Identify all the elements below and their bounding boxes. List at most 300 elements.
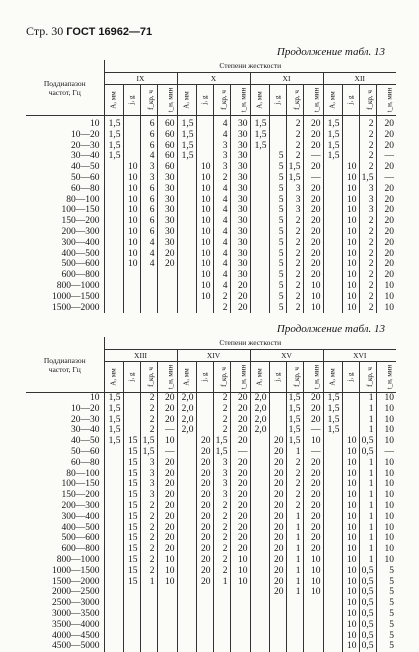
value-cell bbox=[177, 162, 196, 173]
value-cell: 10 bbox=[376, 303, 396, 314]
value-cell: 5 bbox=[376, 641, 396, 652]
value-cell: 2 bbox=[359, 292, 376, 303]
value-cell: 5 bbox=[376, 609, 396, 620]
table-row bbox=[26, 544, 396, 555]
value-cell: 1,5 bbox=[323, 116, 342, 130]
value-cell: 1,5 bbox=[104, 141, 123, 152]
value-cell bbox=[250, 479, 269, 490]
value-cell bbox=[104, 544, 123, 555]
param-header bbox=[342, 362, 359, 393]
value-cell: 20 bbox=[196, 447, 213, 458]
table-row bbox=[26, 205, 396, 216]
value-cell bbox=[140, 641, 157, 652]
value-cell: 10 bbox=[342, 303, 359, 314]
value-cell: 10 bbox=[342, 162, 359, 173]
value-cell: 20 bbox=[303, 501, 323, 512]
param-header bbox=[213, 362, 230, 393]
value-cell: 3 bbox=[359, 195, 376, 206]
value-cell: 20 bbox=[303, 184, 323, 195]
value-cell: 20 bbox=[376, 259, 396, 270]
frequency-cell: 1000—1500 bbox=[26, 566, 104, 577]
value-cell: 1 bbox=[140, 577, 157, 588]
value-cell: 3 bbox=[359, 184, 376, 195]
value-cell: 10 bbox=[376, 458, 396, 469]
value-cell: 5 bbox=[376, 631, 396, 642]
value-cell: 1,5 bbox=[140, 436, 157, 447]
param-header bbox=[104, 362, 123, 393]
value-cell: — bbox=[303, 425, 323, 436]
value-cell: 1 bbox=[286, 577, 303, 588]
frequency-cell: 400—500 bbox=[26, 249, 104, 260]
value-cell: 2 bbox=[140, 523, 157, 534]
value-cell bbox=[104, 577, 123, 588]
value-cell: 3 bbox=[140, 479, 157, 490]
value-cell bbox=[250, 555, 269, 566]
table-row bbox=[26, 490, 396, 501]
value-cell: 1 bbox=[359, 523, 376, 534]
value-cell bbox=[104, 598, 123, 609]
value-cell bbox=[104, 533, 123, 544]
value-cell: 20 bbox=[196, 512, 213, 523]
value-cell bbox=[323, 598, 342, 609]
value-cell bbox=[342, 151, 359, 162]
value-cell bbox=[104, 490, 123, 501]
value-cell bbox=[140, 631, 157, 642]
value-cell: 10 bbox=[342, 238, 359, 249]
value-cell: 3 bbox=[140, 458, 157, 469]
value-cell bbox=[140, 292, 157, 303]
value-cell: 30 bbox=[230, 205, 250, 216]
value-cell bbox=[250, 631, 269, 642]
value-cell: 2 bbox=[213, 555, 230, 566]
value-cell: 1 bbox=[286, 533, 303, 544]
value-cell: 2 bbox=[140, 533, 157, 544]
value-cell: 15 bbox=[123, 577, 140, 588]
value-cell: 2 bbox=[359, 227, 376, 238]
value-cell: 20 bbox=[157, 469, 177, 480]
param-header-text: j, g bbox=[127, 372, 136, 382]
value-cell bbox=[323, 184, 342, 195]
value-cell: 5 bbox=[269, 303, 286, 314]
param-header bbox=[342, 85, 359, 116]
value-cell: 30 bbox=[230, 259, 250, 270]
value-cell: 15 bbox=[123, 447, 140, 458]
frequency-cell: 10 bbox=[26, 116, 104, 130]
table-row bbox=[26, 436, 396, 447]
value-cell: 10 bbox=[230, 577, 250, 588]
value-cell: 60 bbox=[157, 116, 177, 130]
value-cell: 2 bbox=[359, 151, 376, 162]
table-row bbox=[26, 173, 396, 184]
value-cell: 20 bbox=[230, 303, 250, 314]
value-cell: 10 bbox=[303, 587, 323, 598]
value-cell: 2 bbox=[359, 216, 376, 227]
param-header bbox=[323, 362, 342, 393]
value-cell: 10 bbox=[342, 620, 359, 631]
value-cell: 20 bbox=[303, 523, 323, 534]
value-cell bbox=[250, 447, 269, 458]
value-cell: 20 bbox=[269, 458, 286, 469]
table-row bbox=[26, 227, 396, 238]
value-cell: 30 bbox=[157, 195, 177, 206]
value-cell: 1,5 bbox=[104, 436, 123, 447]
table-row bbox=[26, 620, 396, 631]
value-cell: 1 bbox=[286, 587, 303, 598]
value-cell: 6 bbox=[140, 195, 157, 206]
param-header bbox=[104, 85, 123, 116]
value-cell: 2,0 bbox=[177, 404, 196, 415]
value-cell: 20 bbox=[196, 533, 213, 544]
value-cell bbox=[303, 641, 323, 652]
param-header bbox=[140, 362, 157, 393]
value-cell: 10 bbox=[196, 184, 213, 195]
value-cell: 20 bbox=[376, 195, 396, 206]
value-cell bbox=[303, 631, 323, 642]
value-cell: 30 bbox=[230, 238, 250, 249]
value-cell: 10 bbox=[196, 195, 213, 206]
value-cell: 5 bbox=[269, 238, 286, 249]
value-cell: 10 bbox=[342, 205, 359, 216]
value-cell: 1,5 bbox=[323, 393, 342, 404]
value-cell: 10 bbox=[376, 469, 396, 480]
table-row bbox=[26, 415, 396, 426]
frequency-cell: 150—200 bbox=[26, 216, 104, 227]
value-cell bbox=[177, 587, 196, 598]
value-cell bbox=[323, 523, 342, 534]
value-cell: 2 bbox=[359, 130, 376, 141]
value-cell bbox=[342, 393, 359, 404]
value-cell: 20 bbox=[230, 533, 250, 544]
value-cell: 10 bbox=[196, 249, 213, 260]
value-cell: 20 bbox=[157, 544, 177, 555]
value-cell: 4 bbox=[213, 227, 230, 238]
value-cell: 10 bbox=[342, 436, 359, 447]
value-cell bbox=[250, 292, 269, 303]
value-cell: 5 bbox=[269, 227, 286, 238]
value-cell bbox=[177, 512, 196, 523]
value-cell: 2 bbox=[213, 501, 230, 512]
value-cell bbox=[230, 620, 250, 631]
value-cell: 1 bbox=[359, 404, 376, 415]
value-cell bbox=[323, 469, 342, 480]
value-cell bbox=[177, 458, 196, 469]
frequency-subrange-header bbox=[26, 337, 104, 393]
value-cell bbox=[250, 512, 269, 523]
param-header bbox=[269, 85, 286, 116]
value-cell: 6 bbox=[140, 116, 157, 130]
value-cell bbox=[177, 195, 196, 206]
value-cell: 2 bbox=[286, 238, 303, 249]
value-cell: 10 bbox=[196, 205, 213, 216]
table-row bbox=[26, 130, 396, 141]
value-cell: 10 bbox=[123, 259, 140, 270]
value-cell: 2 bbox=[140, 425, 157, 436]
value-cell: — bbox=[157, 425, 177, 436]
param-header bbox=[123, 85, 140, 116]
value-cell: 2 bbox=[213, 533, 230, 544]
value-cell: 0,5 bbox=[359, 598, 376, 609]
value-cell bbox=[323, 238, 342, 249]
param-header bbox=[269, 362, 286, 393]
param-header-text: t_н, мин bbox=[384, 87, 393, 113]
value-cell: 2 bbox=[140, 544, 157, 555]
value-cell: 15 bbox=[123, 566, 140, 577]
value-cell: 30 bbox=[157, 173, 177, 184]
value-cell: 10 bbox=[123, 238, 140, 249]
frequency-header-line: Поддиапазон bbox=[43, 78, 86, 88]
param-header-text: f_кр, ч bbox=[219, 90, 228, 110]
value-cell bbox=[177, 533, 196, 544]
value-cell bbox=[250, 259, 269, 270]
value-cell: 3 bbox=[213, 458, 230, 469]
value-cell: 1,5 bbox=[104, 151, 123, 162]
value-cell: 2,0 bbox=[177, 393, 196, 404]
frequency-cell: 150—200 bbox=[26, 490, 104, 501]
param-header bbox=[123, 362, 140, 393]
value-cell bbox=[177, 631, 196, 642]
value-cell bbox=[323, 544, 342, 555]
value-cell bbox=[196, 141, 213, 152]
value-cell: 2 bbox=[286, 116, 303, 130]
frequency-cell: 600—800 bbox=[26, 270, 104, 281]
value-cell: 60 bbox=[157, 151, 177, 162]
value-cell: 5 bbox=[376, 566, 396, 577]
value-cell: 10 bbox=[196, 162, 213, 173]
value-cell: 5 bbox=[376, 598, 396, 609]
value-cell bbox=[196, 393, 213, 404]
value-cell bbox=[250, 544, 269, 555]
value-cell bbox=[123, 281, 140, 292]
value-cell bbox=[104, 259, 123, 270]
value-cell: 2 bbox=[286, 479, 303, 490]
value-cell: 1,5 bbox=[213, 447, 230, 458]
value-cell: 20 bbox=[269, 469, 286, 480]
value-cell: 3 bbox=[213, 151, 230, 162]
value-cell: 5 bbox=[269, 249, 286, 260]
frequency-cell: 80—100 bbox=[26, 195, 104, 206]
value-cell bbox=[250, 577, 269, 588]
value-cell bbox=[123, 598, 140, 609]
stiffness-group-X: X bbox=[177, 73, 250, 85]
value-cell: 5 bbox=[269, 162, 286, 173]
value-cell bbox=[323, 555, 342, 566]
frequency-cell: 80—100 bbox=[26, 469, 104, 480]
value-cell bbox=[157, 641, 177, 652]
value-cell: 20 bbox=[303, 141, 323, 152]
value-cell bbox=[177, 447, 196, 458]
value-cell: 10 bbox=[157, 566, 177, 577]
table2-continuation-caption: Продолжение табл. 13 bbox=[276, 323, 385, 335]
param-header-text: t_н, мин bbox=[384, 364, 393, 390]
frequency-cell: 2000—2500 bbox=[26, 587, 104, 598]
value-cell: 5 bbox=[269, 292, 286, 303]
param-header bbox=[303, 362, 323, 393]
value-cell: 10 bbox=[157, 577, 177, 588]
value-cell: 10 bbox=[196, 227, 213, 238]
value-cell: 1,5 bbox=[286, 393, 303, 404]
value-cell: 4 bbox=[213, 205, 230, 216]
value-cell: 10 bbox=[376, 501, 396, 512]
value-cell: 1 bbox=[286, 523, 303, 534]
value-cell bbox=[269, 130, 286, 141]
value-cell: 3 bbox=[140, 469, 157, 480]
value-cell: 20 bbox=[303, 249, 323, 260]
value-cell: 3 bbox=[359, 205, 376, 216]
value-cell bbox=[323, 609, 342, 620]
value-cell bbox=[177, 544, 196, 555]
value-cell: 10 bbox=[376, 292, 396, 303]
value-cell: — bbox=[303, 151, 323, 162]
value-cell: 20 bbox=[303, 205, 323, 216]
param-header-text: t_н, мин bbox=[238, 87, 247, 113]
frequency-cell: 60—80 bbox=[26, 184, 104, 195]
value-cell bbox=[323, 292, 342, 303]
table-row bbox=[26, 116, 396, 130]
value-cell: 1,5 bbox=[286, 404, 303, 415]
value-cell bbox=[196, 620, 213, 631]
value-cell: 20 bbox=[303, 216, 323, 227]
value-cell: 15 bbox=[123, 512, 140, 523]
value-cell: 1,5 bbox=[104, 404, 123, 415]
value-cell bbox=[213, 587, 230, 598]
value-cell: 30 bbox=[230, 249, 250, 260]
value-cell: 20 bbox=[230, 292, 250, 303]
value-cell: 10 bbox=[342, 249, 359, 260]
value-cell bbox=[213, 620, 230, 631]
value-cell bbox=[323, 587, 342, 598]
value-cell: 2 bbox=[286, 281, 303, 292]
value-cell: 2 bbox=[286, 259, 303, 270]
value-cell bbox=[213, 631, 230, 642]
value-cell: 1 bbox=[286, 447, 303, 458]
value-cell: 20 bbox=[269, 587, 286, 598]
value-cell: 4 bbox=[213, 259, 230, 270]
value-cell: — bbox=[376, 151, 396, 162]
value-cell bbox=[250, 620, 269, 631]
value-cell bbox=[123, 393, 140, 404]
frequency-cell: 800—1000 bbox=[26, 555, 104, 566]
table-row bbox=[26, 259, 396, 270]
value-cell: 1,5 bbox=[250, 130, 269, 141]
value-cell: 20 bbox=[303, 544, 323, 555]
value-cell: 5 bbox=[376, 577, 396, 588]
value-cell bbox=[177, 216, 196, 227]
frequency-cell: 50—60 bbox=[26, 173, 104, 184]
value-cell: 2 bbox=[359, 303, 376, 314]
param-header-text: j, g bbox=[273, 95, 282, 105]
value-cell: 1,5 bbox=[323, 404, 342, 415]
value-cell: 5 bbox=[269, 151, 286, 162]
frequency-cell: 40—50 bbox=[26, 436, 104, 447]
frequency-cell: 200—300 bbox=[26, 501, 104, 512]
value-cell: 6 bbox=[140, 227, 157, 238]
value-cell: 2 bbox=[213, 544, 230, 555]
value-cell: 0,5 bbox=[359, 447, 376, 458]
value-cell: 20 bbox=[303, 415, 323, 426]
frequency-header-line: частот, Гц bbox=[48, 364, 81, 374]
value-cell: 6 bbox=[140, 205, 157, 216]
value-cell: 4 bbox=[213, 184, 230, 195]
value-cell bbox=[104, 303, 123, 314]
value-cell bbox=[123, 404, 140, 415]
value-cell bbox=[157, 631, 177, 642]
frequency-cell: 200—300 bbox=[26, 227, 104, 238]
frequency-cell: 1500—2000 bbox=[26, 577, 104, 588]
value-cell: 1,5 bbox=[177, 151, 196, 162]
value-cell bbox=[196, 598, 213, 609]
frequency-cell: 100—150 bbox=[26, 205, 104, 216]
value-cell: 1,5 bbox=[140, 447, 157, 458]
value-cell: 2 bbox=[286, 303, 303, 314]
value-cell bbox=[104, 162, 123, 173]
value-cell: 2,0 bbox=[177, 425, 196, 436]
value-cell: 1,5 bbox=[286, 162, 303, 173]
value-cell: 30 bbox=[157, 205, 177, 216]
value-cell bbox=[323, 162, 342, 173]
value-cell: 10 bbox=[342, 566, 359, 577]
value-cell: 10 bbox=[342, 259, 359, 270]
value-cell bbox=[250, 469, 269, 480]
frequency-cell: 2500—3000 bbox=[26, 598, 104, 609]
table-row bbox=[26, 141, 396, 152]
value-cell bbox=[323, 303, 342, 314]
value-cell bbox=[196, 151, 213, 162]
value-cell bbox=[323, 259, 342, 270]
param-header-text: t_н, мин bbox=[311, 87, 320, 113]
value-cell: 10 bbox=[376, 555, 396, 566]
value-cell: 2 bbox=[286, 141, 303, 152]
value-cell bbox=[250, 598, 269, 609]
value-cell bbox=[269, 404, 286, 415]
value-cell: 6 bbox=[140, 130, 157, 141]
value-cell bbox=[104, 641, 123, 652]
value-cell: 30 bbox=[157, 184, 177, 195]
value-cell: 15 bbox=[123, 501, 140, 512]
value-cell bbox=[250, 609, 269, 620]
value-cell bbox=[196, 587, 213, 598]
value-cell bbox=[342, 116, 359, 130]
value-cell: 10 bbox=[123, 227, 140, 238]
value-cell: 1,5 bbox=[323, 141, 342, 152]
value-cell: 5 bbox=[376, 620, 396, 631]
value-cell: 20 bbox=[230, 523, 250, 534]
value-cell: 10 bbox=[342, 227, 359, 238]
value-cell bbox=[250, 641, 269, 652]
value-cell: 30 bbox=[230, 184, 250, 195]
frequency-header-line: частот, Гц bbox=[48, 87, 81, 97]
value-cell bbox=[123, 425, 140, 436]
value-cell bbox=[323, 631, 342, 642]
value-cell bbox=[269, 415, 286, 426]
value-cell bbox=[286, 620, 303, 631]
value-cell: 10 bbox=[342, 216, 359, 227]
value-cell: 10 bbox=[342, 631, 359, 642]
param-header-text: j, g bbox=[346, 372, 355, 382]
value-cell: 1 bbox=[359, 544, 376, 555]
value-cell: 5 bbox=[269, 281, 286, 292]
table-row bbox=[26, 292, 396, 303]
param-header bbox=[250, 362, 269, 393]
value-cell: 10 bbox=[303, 292, 323, 303]
value-cell bbox=[104, 227, 123, 238]
value-cell: 20 bbox=[196, 544, 213, 555]
value-cell bbox=[342, 141, 359, 152]
value-cell: 15 bbox=[123, 533, 140, 544]
value-cell: 10 bbox=[342, 490, 359, 501]
value-cell: 10 bbox=[376, 404, 396, 415]
value-cell bbox=[323, 173, 342, 184]
value-cell: 10 bbox=[342, 533, 359, 544]
